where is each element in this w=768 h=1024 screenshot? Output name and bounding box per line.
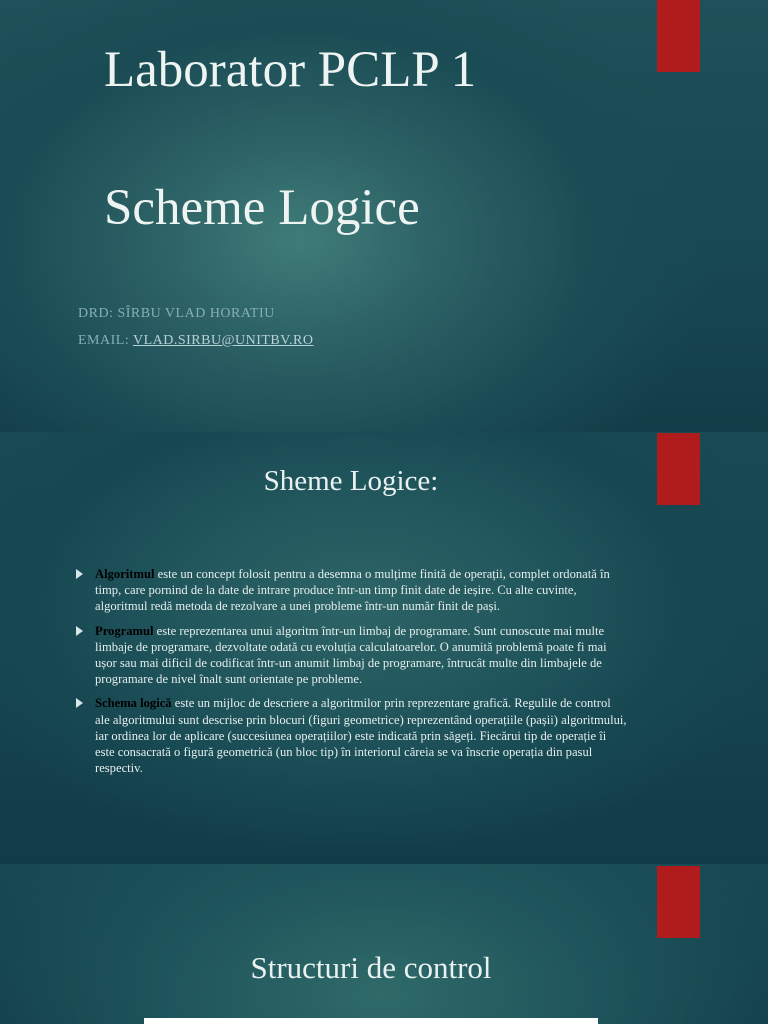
accent-tab [657,0,700,72]
bullet-list [76,566,628,784]
email-line [78,333,314,349]
bullet-item-algoritmul [76,566,628,615]
content-box [144,1018,598,1024]
bullet-term: Programul [95,623,154,638]
control-structures-slide [0,864,768,1024]
slide-heading: Sheme Logice: [263,465,439,497]
slide-subtitle: Scheme Logice [104,180,420,236]
bullet-term: Algoritmul [95,567,155,581]
bullet-arrow-icon [76,698,83,708]
accent-tab [657,866,700,938]
email-link[interactable]: VLAD.SIRBU@UNITBV.RO [132,333,314,348]
bullet-arrow-icon [76,626,83,636]
slide-heading: Structuri de control [250,950,492,985]
slide-title: Laborator PCLP 1 [104,42,477,98]
definitions-slide [0,432,768,864]
bullet-item-programul [76,623,628,688]
bullet-term: Schema logică [95,696,172,711]
bullet-text: este un concept folosit pentru a desemna o mulțime finită de operații, complet ordonată în timp, care pornind de la date de intrare produce într-un timp finit date de ieșire. Cu alte cuvinte, algoritmul redă metoda de rezolvare a unei probleme într-un număr finit de pași. [95,567,610,614]
bullet-text: este un mijloc de descriere a algoritmilor prin reprezentare grafică. Regulile de control ale algoritmului sunt descrise prin blocuri (figuri geometrice) reprezentând operațiile (pașii) algoritmului, iar ordinea lor de aplicare (succesiunea operațiilor) este indicată prin săgeți. Fiecărui tip de operație îi este consacrată o figură geometrică (un bloc tip) în interiorul căreia se va înscrie operația din pasul respectiv. [95,696,627,776]
email-label: EMAIL: [78,333,130,348]
bullet-arrow-icon [76,569,83,579]
author-line: DRD: SÎRBU VLAD HORATIU [78,306,275,321]
title-slide [0,0,768,432]
bullet-text: este reprezentarea unui algoritm într-un limbaj de programare. Sunt cunoscute mai multe limbaje de programare, dezvoltate odată cu evoluția calculatoarelor. O anumită problemă poate fi mai ușor sau mai dificil de codificat într-un anumit limbaj de programare, întrucât multe din limbajele de programare de nivel înalt sunt orientate pe probleme. [95,623,607,687]
bullet-item-schema-logica [76,695,628,776]
